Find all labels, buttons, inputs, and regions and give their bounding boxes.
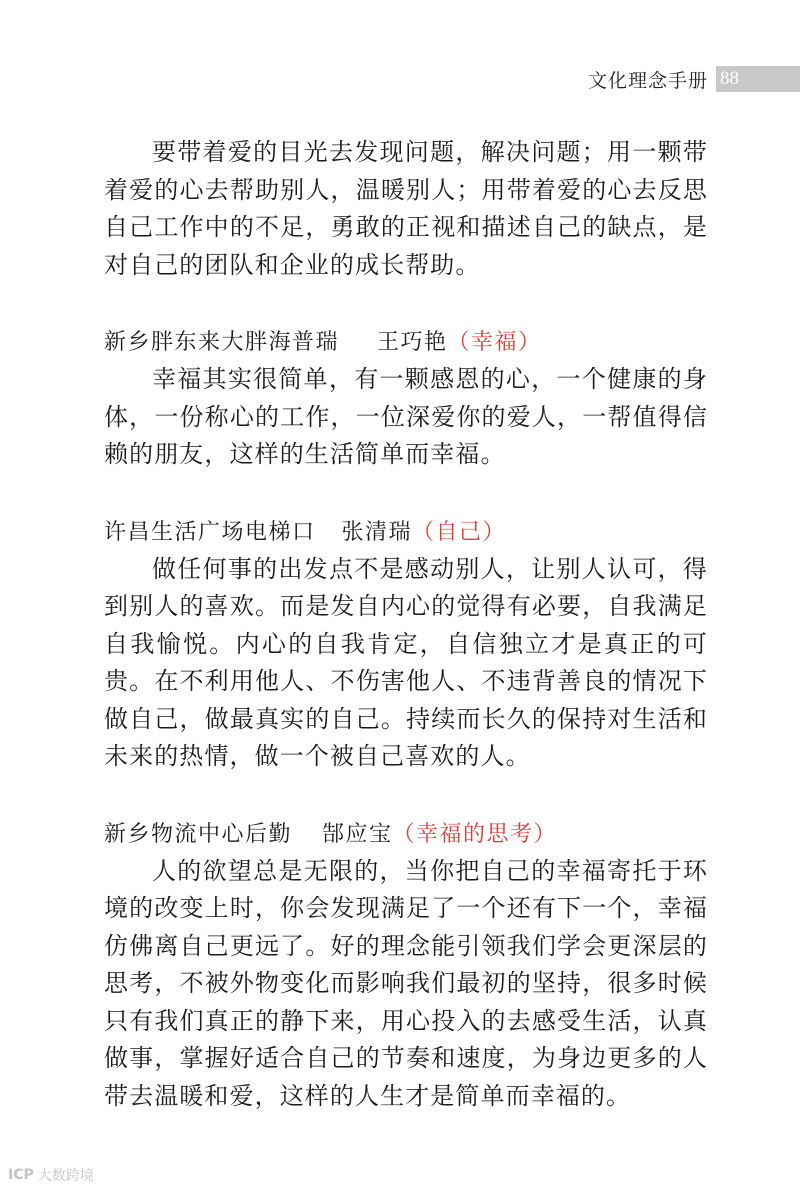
entry-unit: 新乡物流中心后勤 — [104, 821, 293, 847]
entry-topic: （自己） — [412, 519, 507, 545]
page-number-bar — [716, 66, 800, 92]
entry-byline — [104, 324, 708, 361]
entry-3 — [104, 816, 708, 1116]
entry-text: 人的欲望总是无限的，当你把自己的幸福寄托于环境的改变上时，你会发现满足了一个还有下一个，幸福仿佛离自己更远了。好的理念能引领我们学会更深层的思考，不被外物变化而影响我们最初的坚持，很多时候只有我们真正的静下来，用心投入的去感受生活，认真做事，掌握好适合自己的节奏和速度，为身边更多的人带去温暖和爱，这样的人生才是简单而幸福的。 — [104, 856, 708, 1110]
entry-byline — [104, 816, 708, 853]
entry-author: 王巧艳 — [377, 330, 448, 355]
watermark-text: 大数跨境 — [37, 1168, 94, 1184]
entry-2 — [104, 514, 708, 776]
page-header — [588, 66, 800, 92]
watermark-logo-icon: ICP — [8, 1167, 34, 1183]
entry-topic: （幸福） — [447, 330, 542, 355]
watermark — [8, 1165, 94, 1185]
entry-unit: 许昌生活广场电梯口 — [104, 519, 316, 545]
entry-unit: 新乡胖东来大胖海普瑞 — [104, 330, 340, 355]
entry-text: 幸福其实很简单，有一颗感恩的心，一个健康的身体，一份称心的工作，一位深爱你的爱人，一帮值得信赖的朋友，这样的生活简单而幸福。 — [104, 365, 708, 468]
entry-author: 郜应宝 — [322, 821, 393, 847]
entry-byline — [104, 514, 708, 551]
page-body — [104, 134, 708, 1115]
book-title: 文化理念手册 — [587, 69, 708, 92]
entry-author: 张清瑞 — [341, 519, 413, 545]
entry-text: 做任何事的出发点不是感动别人，让别人认可，得到别人的喜欢。而是发自内心的觉得有必要，自我满足自我愉悦。内心的自我肯定，自信独立才是真正的可贵。在不利用他人、不伤害他人、不违背善良的情况下做自己，做最真实的自己。持续而长久的保持对生活和未来的热情，做一个被自己喜欢的人。 — [104, 554, 708, 770]
page-number: 88 — [720, 68, 739, 89]
intro-paragraph: 要带着爱的目光去发现问题，解决问题；用一颗带着爱的心去帮助别人，温暖别人；用带着爱的心去反思自己工作中的不足，勇敢的正视和描述自己的缺点，是对自己的团队和企业的成长帮助。 — [104, 138, 708, 279]
entry-1 — [104, 324, 708, 474]
entry-topic: （幸福的思考） — [392, 821, 558, 847]
